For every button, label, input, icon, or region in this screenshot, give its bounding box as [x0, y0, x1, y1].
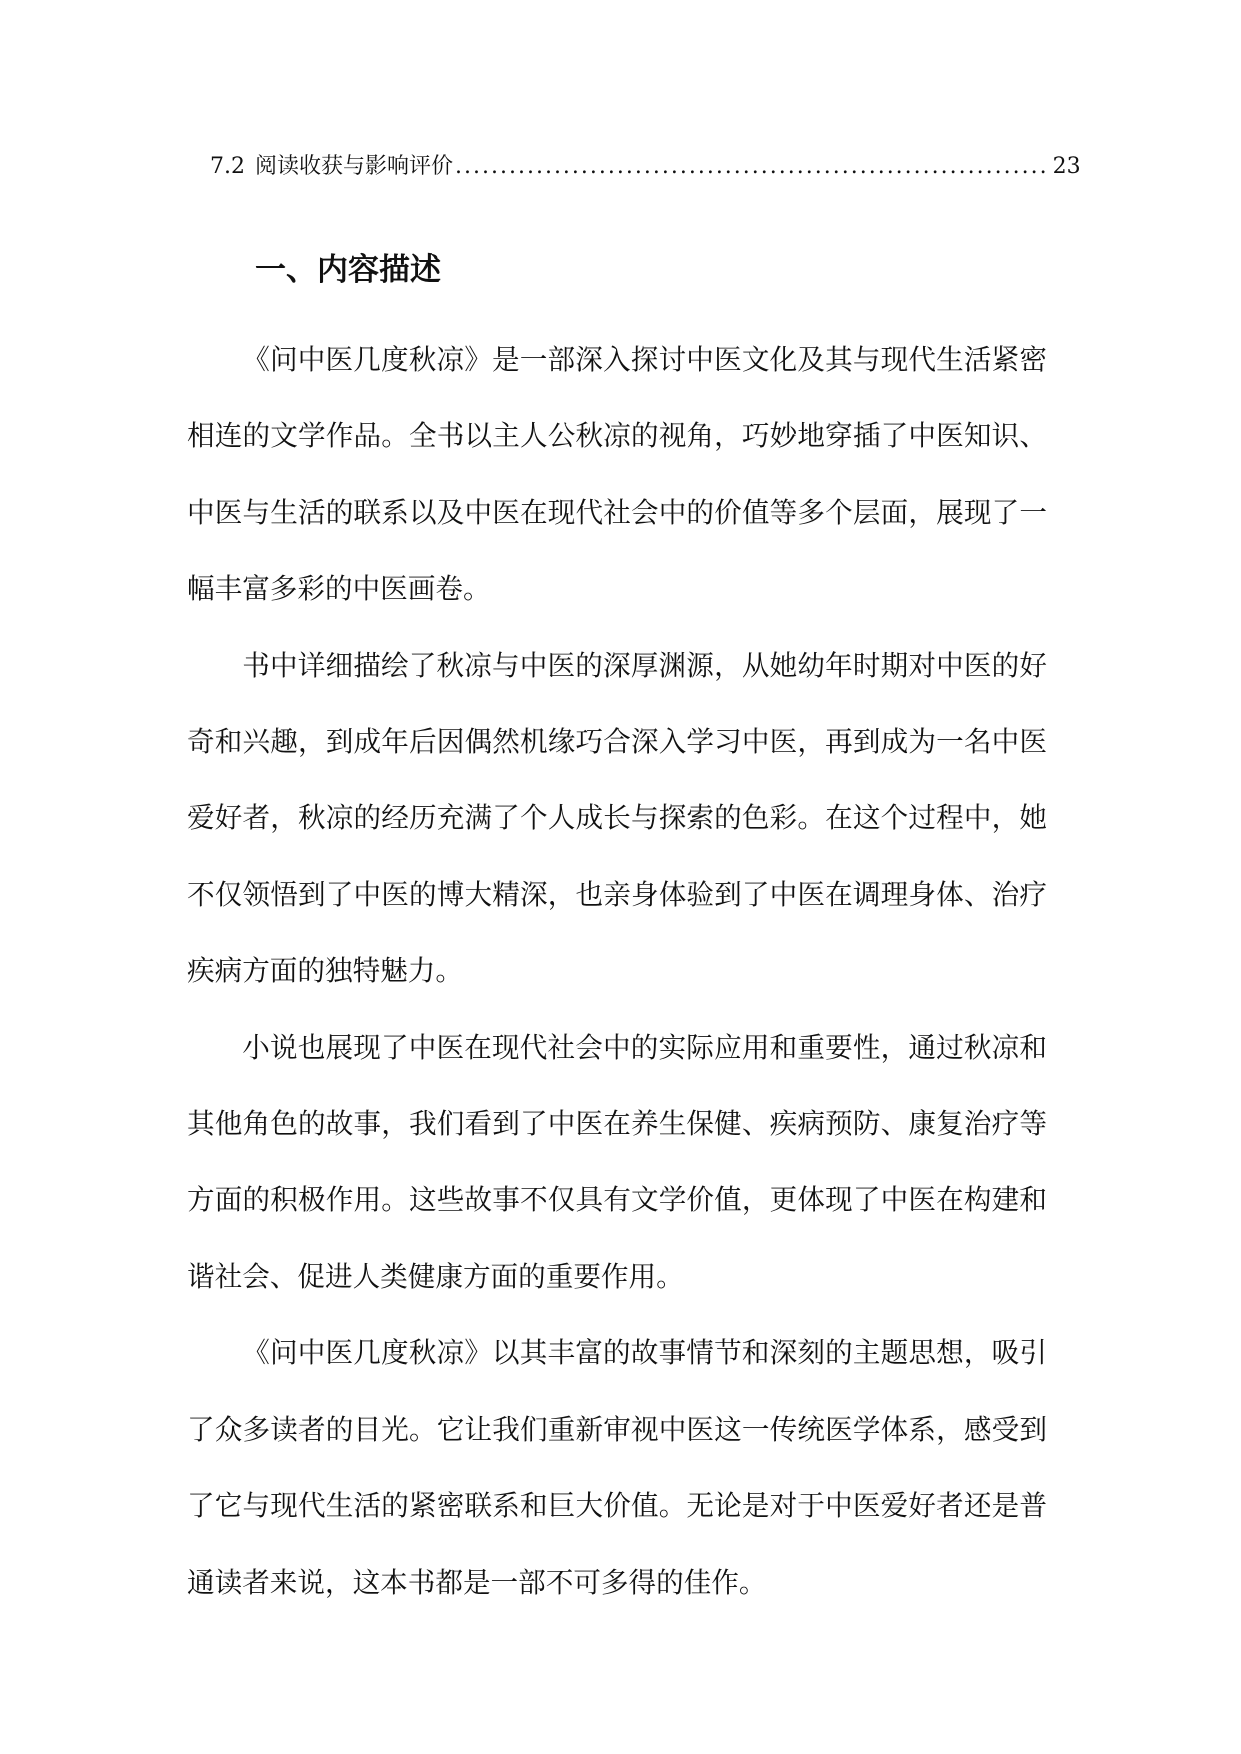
paragraph: 小说也展现了中医在现代社会中的实际应用和重要性，通过秋凉和其他角色的故事，我们看到了中医在养生保健、疾病预防、康复治疗等方面的积极作用。这些故事不仅具有文学价值，更体现了中医在构建和谐社会、促进人类健康方面的重要作用。	[187, 1030, 1047, 1293]
paragraph: 书中详细描绘了秋凉与中医的深厚渊源，从她幼年时期对中医的好奇和兴趣，到成年后因偶然机缘巧合深入学习中医，再到成为一名中医爱好者，秋凉的经历充满了个人成长与探索的色彩。在这个过程中，她不仅领悟到了中医的博大精深，也亲身体验到了中医在调理身体、治疗疾病方面的独特魅力。	[187, 648, 1047, 988]
paragraph: 《问中医几度秋凉》以其丰富的故事情节和深刻的主题思想，吸引了众多读者的目光。它让我们重新审视中医这一传统医学体系，感受到了它与现代生活的紧密联系和巨大价值。无论是对于中医爱好者还是普通读者来说，这本书都是一部不可多得的佳作。	[187, 1336, 1047, 1599]
toc-entry-number: 7.2	[210, 154, 245, 179]
section-heading: 一、内容描述	[255, 252, 441, 288]
toc-entry[interactable]	[210, 150, 1081, 184]
paragraph: 《问中医几度秋凉》是一部深入探讨中医文化及其与现代生活紧密相连的文学作品。全书以主人公秋凉的视角，巧妙地穿插了中医知识、中医与生活的联系以及中医在现代社会中的价值等多个层面，展现了一幅丰富多彩的中医画卷。	[187, 343, 1047, 606]
toc-entry-page-number: 23	[1052, 154, 1081, 179]
section-body	[187, 322, 1047, 1621]
toc-dot-leader: ..................................................................	[455, 154, 1049, 179]
toc-entry-title: 阅读收获与影响评价	[255, 154, 454, 179]
